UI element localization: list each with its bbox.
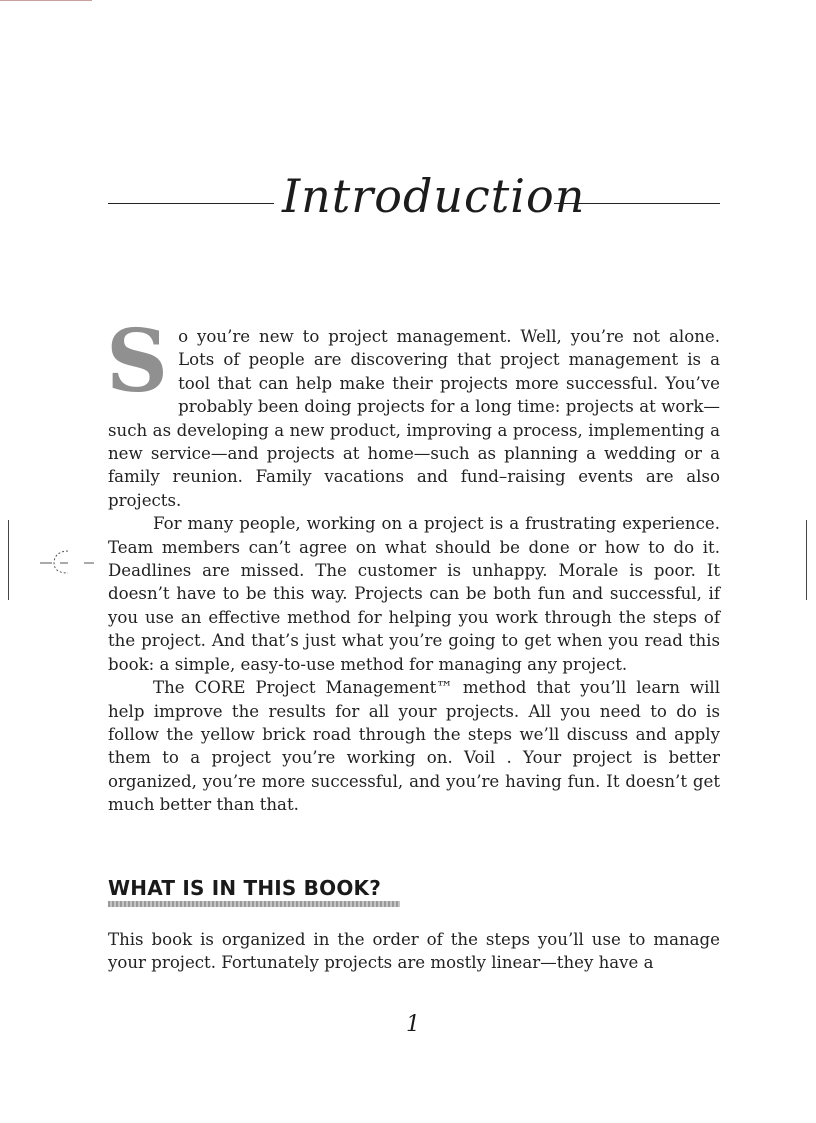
page-number: 1 bbox=[406, 1012, 420, 1037]
right-margin-rule bbox=[806, 520, 807, 600]
title-rule-right bbox=[554, 203, 720, 204]
registration-mark-icon bbox=[38, 543, 98, 579]
intro-paragraph-1 bbox=[106, 311, 720, 512]
corner-crop-line bbox=[0, 0, 92, 1]
section-heading bbox=[108, 875, 400, 909]
section-heading-text: WHAT IS IN THIS BOOK? bbox=[108, 876, 382, 900]
title-rule-left bbox=[108, 203, 274, 204]
section-paragraph-1: This book is organized in the order of the steps you’ll use to manage your project. Fortunately projects are mostly linear—they have a bbox=[108, 930, 720, 973]
chapter-title: Introduction bbox=[282, 169, 586, 223]
left-margin-rule bbox=[8, 520, 9, 600]
intro-body bbox=[106, 311, 720, 817]
drop-cap: S bbox=[106, 311, 169, 412]
intro-paragraph-2: For many people, working on a project is a frustrating experience. Team members can’t agree on what should be done or how to do it. Deadlines are missed. The customer is unhappy. Morale is poor. It doesn’t have to be this way. Projects can be both fun and successful, if you use an effective method for helping you work through the steps of the project. And that’s just what you’re going to get when you read this book: a simple, easy-to-use method for managing any project. bbox=[108, 514, 720, 674]
intro-paragraph-3: The CORE Project Management™ method that you’ll learn will help improve the results for all your projects. All you need to do is follow the yellow brick road through the steps we’ll discuss and apply them to a project you’re working on. Voil . Your project is better organized, you’re more successful, and you’re having fun. It doesn’t get much better than that. bbox=[108, 678, 720, 815]
section-heading-underline bbox=[108, 901, 400, 907]
chapter-title-row bbox=[108, 168, 720, 228]
intro-paragraph-1-text: o you’re new to project management. Well, you’re not alone. Lots of people are discovering that project management is a tool that can help make their projects more successful. You’ve probably been doing projects for a long time: projects at work—such as developing a new product, improving a process, implementing a new service—and projects at home—such as planning a wedding or a family reunion. Family vacations and fund–raising events are also projects. bbox=[108, 327, 720, 510]
section-body bbox=[108, 928, 720, 975]
